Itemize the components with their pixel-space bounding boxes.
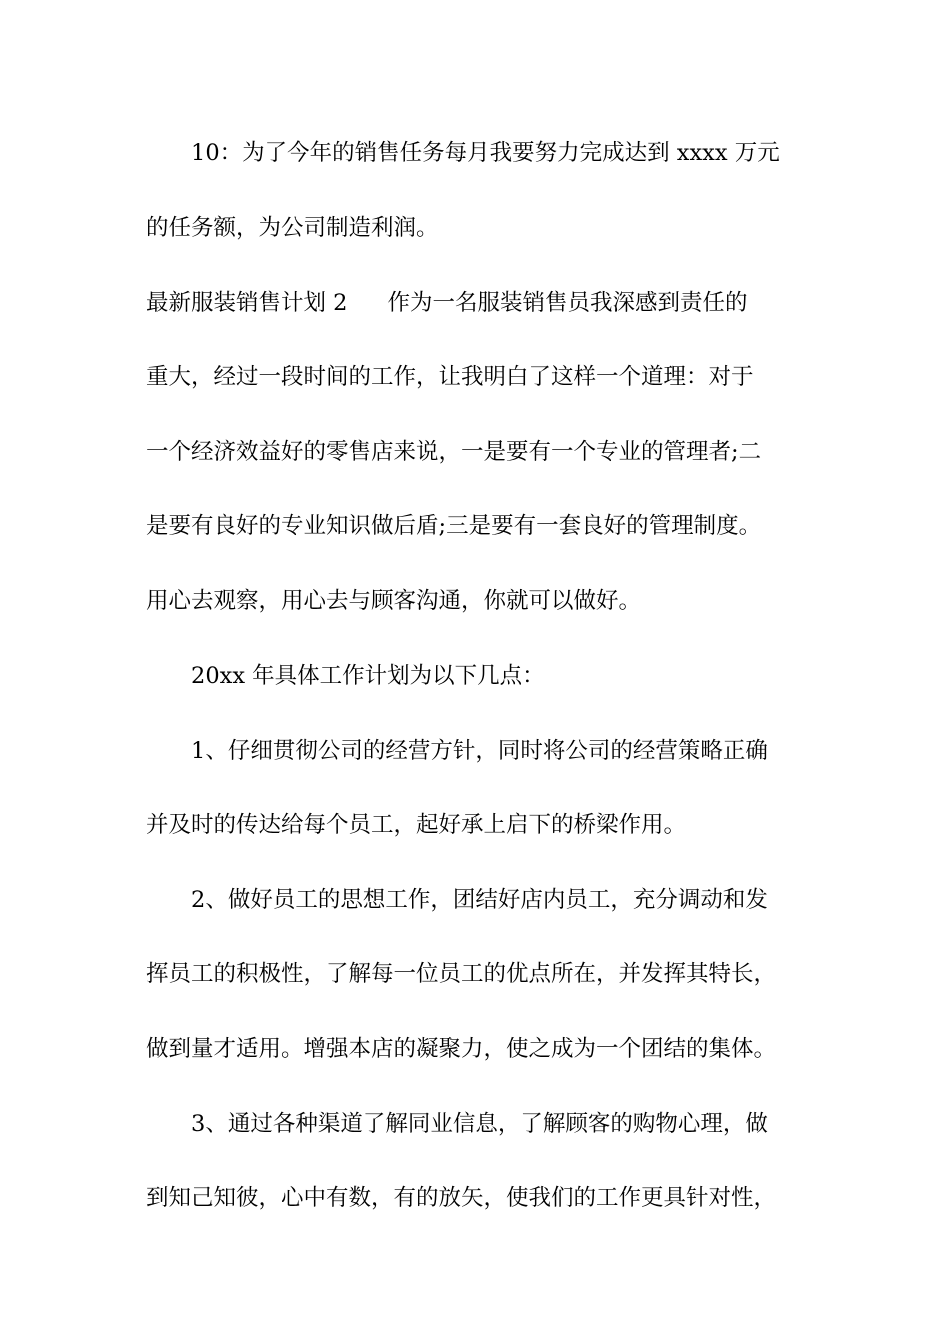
text-line-6: 是要有良好的专业知识做后盾;三是要有一套良好的管理制度。 bbox=[146, 513, 762, 539]
text-line-4: 重大，经过一段时间的工作，让我明白了这样一个道理：对于 bbox=[146, 364, 754, 390]
text-line-5: 一个经济效益好的零售店来说，一是要有一个专业的管理者;二 bbox=[146, 439, 762, 465]
section-heading: 最新服装销售计划 2 bbox=[146, 290, 348, 316]
text-line-14: 3、通过各种渠道了解同业信息，了解顾客的购物心理，做 bbox=[191, 1111, 768, 1137]
text-line-3 bbox=[146, 283, 816, 323]
text-line-13: 做到量才适用。增强本店的凝聚力，使之成为一个团结的集体。 bbox=[146, 1036, 777, 1062]
text-line-9: 1、仔细贯彻公司的经营方针，同时将公司的经营策略正确 bbox=[191, 738, 768, 764]
section-first-sentence: 作为一名服装销售员我深感到责任的 bbox=[387, 290, 748, 316]
text-line-15: 到知己知彼，心中有数，有的放矢，使我们的工作更具针对性， bbox=[146, 1185, 777, 1211]
text-line-7: 用心去观察，用心去与顾客沟通，你就可以做好。 bbox=[146, 588, 642, 614]
text-line-10: 并及时的传达给每个员工，起好承上启下的桥梁作用。 bbox=[146, 812, 687, 838]
text-line-2: 的任务额，为公司制造利润。 bbox=[146, 215, 439, 241]
text-line-8: 20xx 年具体工作计划为以下几点： bbox=[191, 663, 545, 689]
text-line-1: 10：为了今年的销售任务每月我要努力完成达到 xxxx 万元 bbox=[191, 140, 780, 166]
text-line-11: 2、做好员工的思想工作，团结好店内员工，充分调动和发 bbox=[191, 887, 768, 913]
text-line-12: 挥员工的积极性，了解每一位员工的优点所在，并发挥其特长， bbox=[146, 961, 777, 987]
